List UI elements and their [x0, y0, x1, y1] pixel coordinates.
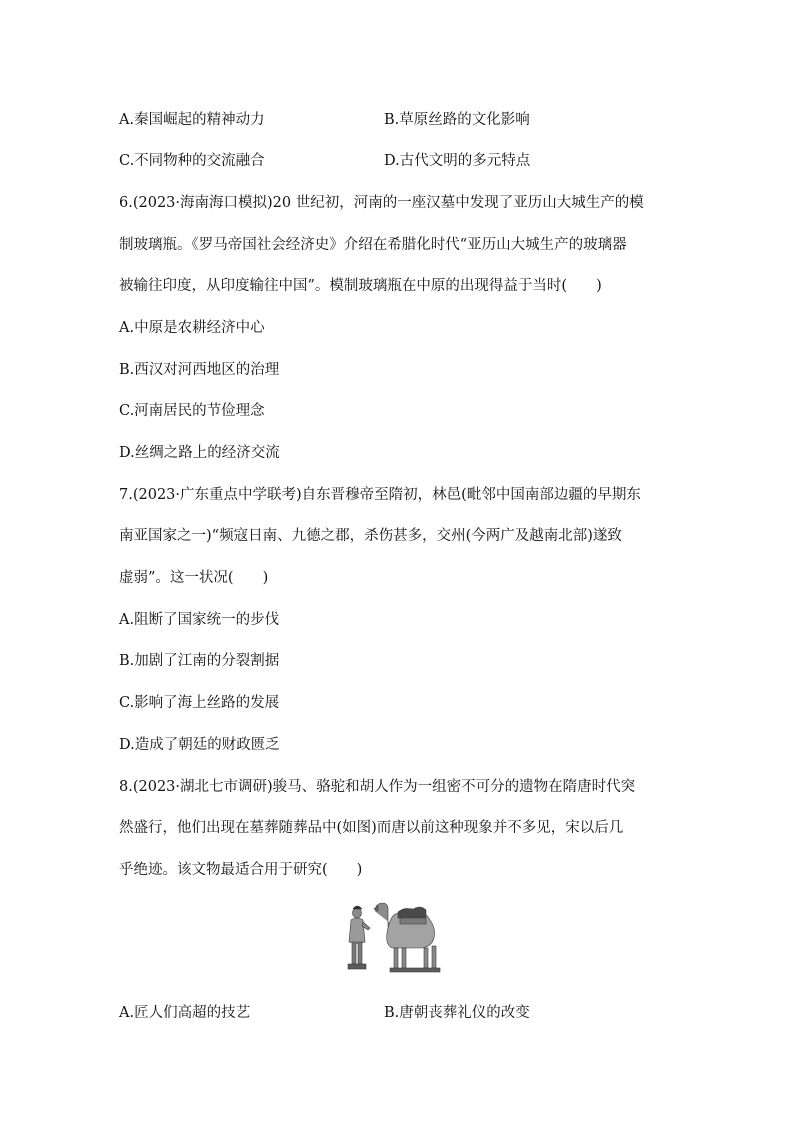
q8-stem-line-1: 8.(2023·湖北七市调研)骏马、骆驼和胡人作为一组密不可分的遗物在隋唐时代突	[119, 779, 636, 795]
q6-stem-line-2: 制玻璃瓶。《罗马帝国社会经济史》介绍在希腊化时代“亚历山大城生产的玻璃器	[119, 237, 627, 253]
q7-option-b: B.加剧了江南的分裂割据	[119, 653, 280, 669]
q7-option-c: C.影响了海上丝路的发展	[119, 695, 280, 711]
q5-option-d: D.古代文明的多元特点	[384, 153, 531, 169]
q5-option-b: B.草原丝路的文化影响	[384, 112, 530, 128]
q7-option-d: D.造成了朝廷的财政匮乏	[119, 737, 280, 753]
q6-option-d: D.丝绸之路上的经济交流	[119, 445, 280, 461]
q8-option-b: B.唐朝丧葬礼仪的改变	[384, 1005, 530, 1021]
q6-option-a: A.中原是农耕经济中心	[119, 320, 265, 336]
q7-stem-line-3: 虚弱”。这一状况( )	[119, 570, 269, 586]
q6-option-b: B.西汉对河西地区的治理	[119, 362, 280, 378]
q8-option-a: A.匠人们高超的技艺	[119, 1005, 251, 1021]
q5-option-a: A.秦国崛起的精神动力	[119, 112, 265, 128]
q7-stem-line-2: 南亚国家之一)“频寇日南、九德之郡，杀伤甚多，交州(今两广及越南北部)遂致	[119, 528, 622, 544]
q6-stem-line-1: 6.(2023·海南海口模拟)20 世纪初，河南的一座汉墓中发现了亚历山大城生产的模	[119, 195, 644, 211]
q7-option-a: A.阻断了国家统一的步伐	[119, 612, 280, 628]
q7-stem-line-1: 7.(2023·广东重点中学联考)自东晋穆帝至隋初，林邑(毗邻中国南部边疆的早期东	[119, 487, 641, 503]
q6-option-c: C.河南居民的节俭理念	[119, 403, 265, 419]
q5-option-c: C.不同物种的交流融合	[119, 153, 265, 169]
q8-stem-line-3: 乎绝迹。该文物最适合用于研究( )	[119, 862, 363, 878]
camel-figurine-icon	[340, 898, 450, 976]
q6-stem-line-3: 被输往印度，从印度输往中国”。模制玻璃瓶在中原的出现得益于当时( )	[119, 278, 602, 294]
q8-stem-line-2: 然盛行，他们出现在墓葬随葬品中(如图)而唐以前这种现象并不多见，宋以后几	[119, 820, 624, 836]
